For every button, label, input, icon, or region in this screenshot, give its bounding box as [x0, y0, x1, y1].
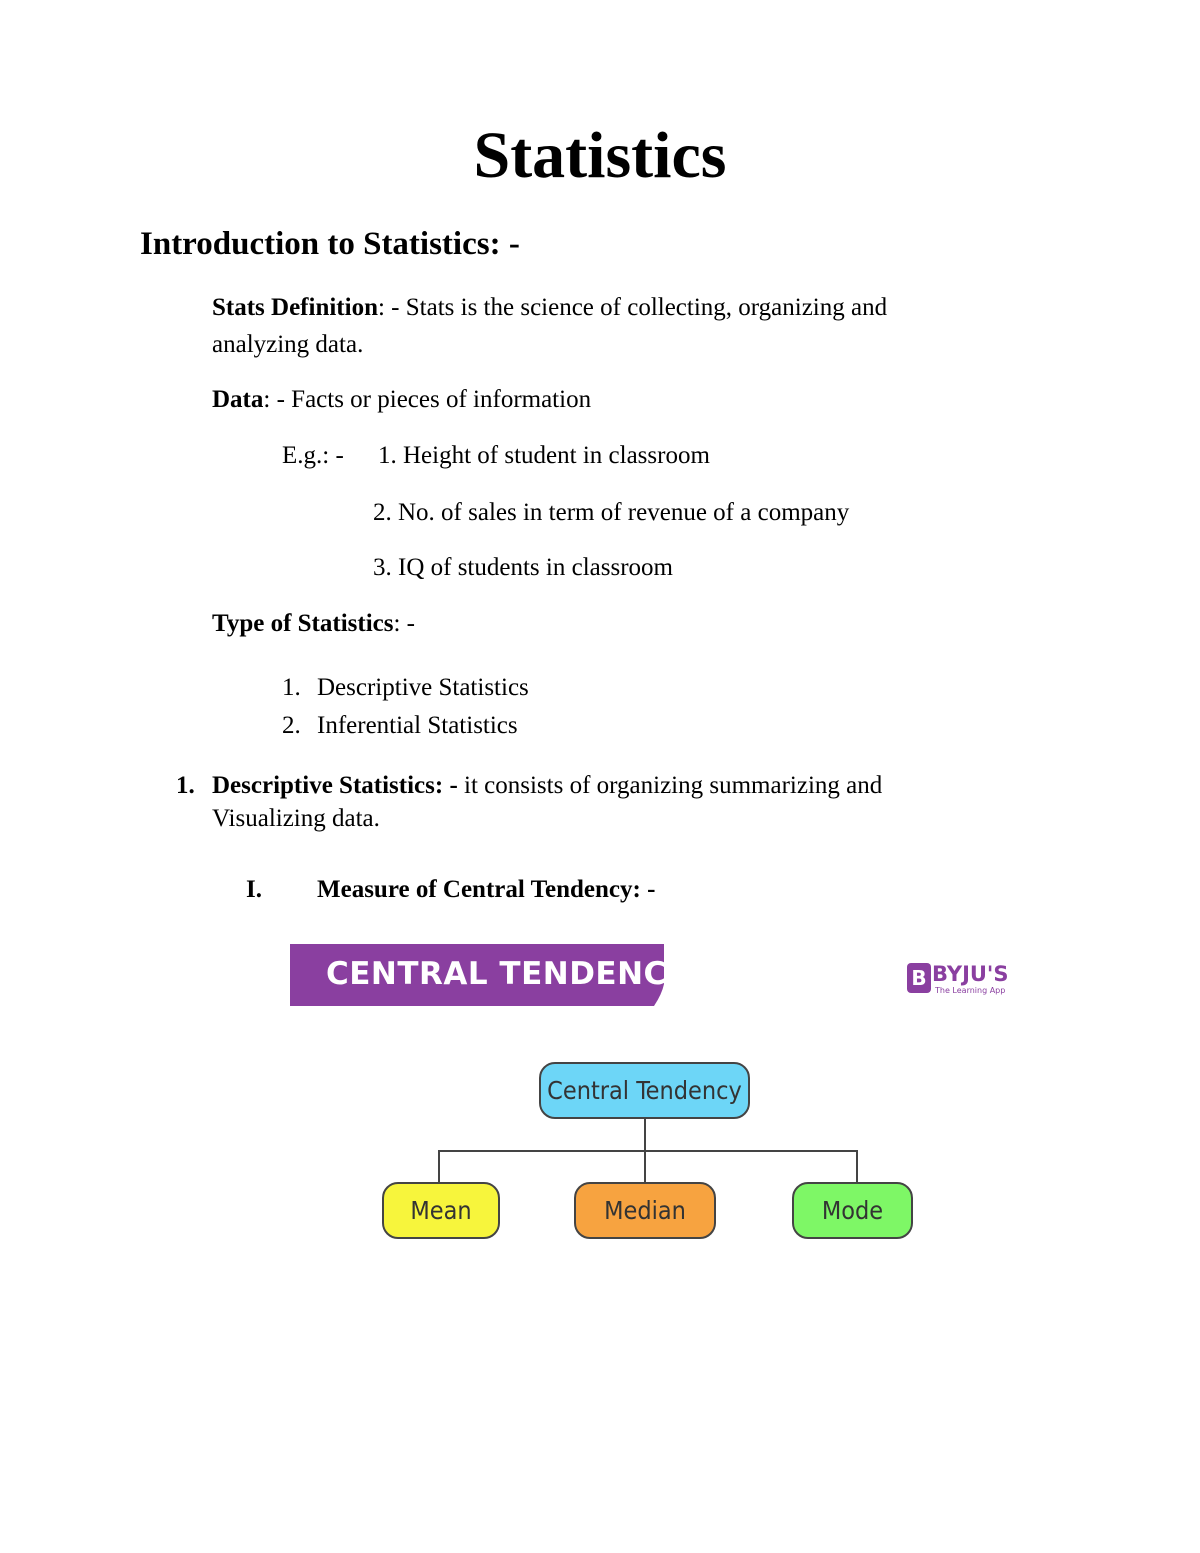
measure-label: Measure of Central Tendency: [317, 876, 633, 903]
types-suffix: : -: [393, 610, 416, 637]
descriptive-line-2: Visualizing data.: [212, 805, 380, 832]
connector-mean: [438, 1150, 440, 1183]
measure-suffix: : -: [632, 876, 656, 903]
definition-line-2: analyzing data.: [212, 331, 364, 358]
measure-num: I.: [246, 876, 262, 903]
intro-heading: Introduction to Statistics: -: [140, 226, 520, 262]
type-item-1: Descriptive Statistics: [317, 674, 529, 701]
descriptive-text: it consists of organizing summarizing and: [457, 772, 883, 799]
descriptive-label: Descriptive Statistics: -: [212, 772, 458, 799]
byjus-logo-icon: B: [907, 963, 931, 993]
data-line: [212, 386, 591, 414]
node-central-tendency: Central Tendency: [539, 1062, 750, 1119]
type-item-1-num: 1.: [282, 674, 301, 701]
data-label: Data: [212, 386, 264, 413]
types-line: [212, 610, 415, 638]
descriptive-line-1: [212, 772, 882, 800]
page-title: Statistics: [473, 119, 727, 192]
byjus-logo-text: BYJU'S: [932, 962, 1009, 986]
descriptive-num: 1.: [176, 772, 195, 799]
type-item-2-num: 2.: [282, 712, 301, 739]
definition-label: Stats Definition: [212, 294, 378, 321]
connector-horizontal: [438, 1150, 858, 1152]
banner-text: CENTRAL TENDENCY: [326, 956, 690, 992]
example-3: 3. IQ of students in classroom: [373, 554, 673, 581]
node-mean: Mean: [382, 1182, 500, 1239]
byjus-logo-tagline: The Learning App: [935, 986, 1006, 995]
connector-mode: [856, 1150, 858, 1183]
data-text: : - Facts or pieces of information: [263, 386, 592, 413]
type-item-2: Inferential Statistics: [317, 712, 518, 739]
measure-line: [317, 876, 655, 904]
eg-label: E.g.: -: [282, 442, 344, 469]
node-median: Median: [574, 1182, 716, 1239]
node-mode: Mode: [792, 1182, 913, 1239]
example-2: 2. No. of sales in term of revenue of a company: [373, 499, 850, 526]
types-label: Type of Statistics: [212, 610, 394, 637]
definition-text: : - Stats is the science of collecting, organizing and: [377, 294, 888, 321]
example-1: 1. Height of student in classroom: [378, 442, 710, 469]
definition-line-1: [212, 294, 887, 322]
